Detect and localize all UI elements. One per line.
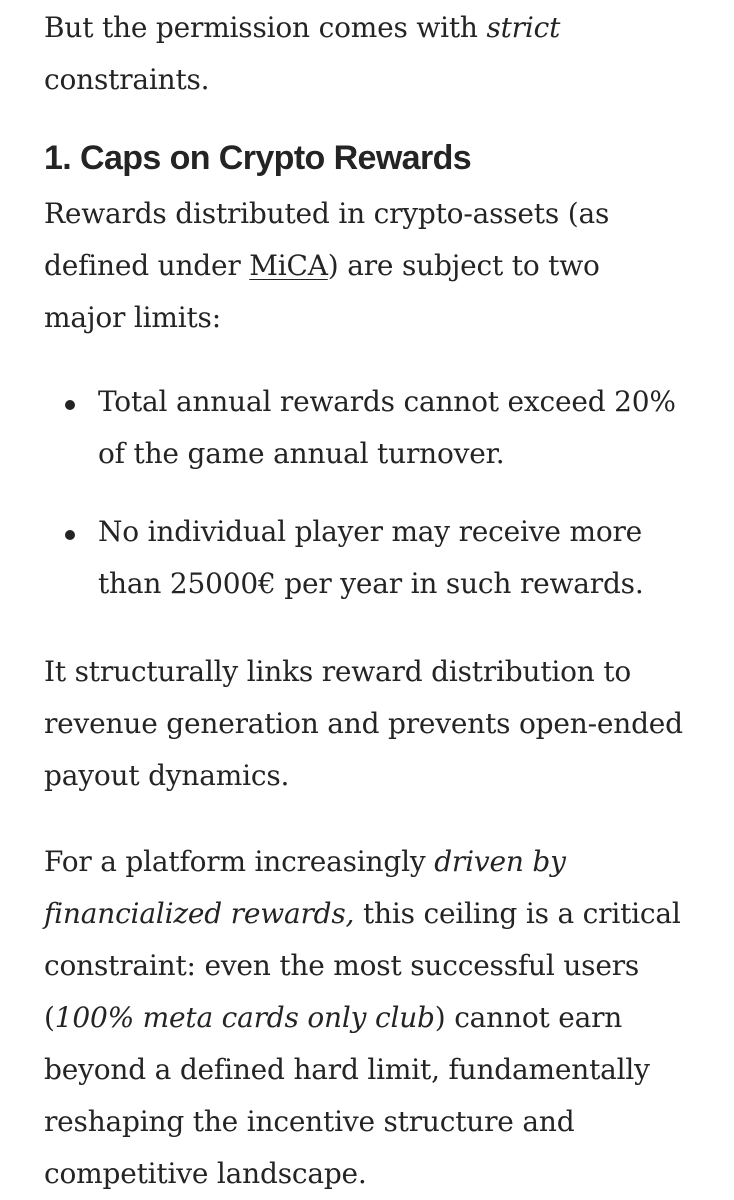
mica-link[interactable]: MiCA [249, 249, 328, 282]
bullet-icon [65, 400, 75, 410]
platform-paragraph [44, 836, 704, 1200]
intro-text-before: But the permission comes with [44, 11, 487, 44]
intro-text-after: constraints. [44, 63, 210, 96]
section-heading: 1. Caps on Crypto Rewards [44, 139, 472, 177]
list-item-text: No individual player may receive more than 25000€ per year in such rewards. [98, 515, 644, 600]
rewards-text-after: ) are subject to two major limits: [44, 249, 600, 334]
platform-emphasis: driven by financialized rewards, [44, 845, 566, 930]
platform-text-before: For a platform increasingly [44, 845, 435, 878]
bullet-icon [65, 530, 75, 540]
list-item-text: Total annual rewards cannot exceed 20% of the game annual turnover. [98, 385, 676, 470]
list-item [44, 376, 704, 480]
rewards-paragraph [44, 188, 684, 344]
intro-paragraph [44, 2, 644, 106]
limits-list [44, 376, 704, 610]
links-paragraph: It structurally links reward distribution to revenue generation and prevents open-ended payout dynamics. [44, 655, 683, 792]
platform-emphasis-club: 100% meta cards only club [54, 1001, 435, 1034]
intro-emphasis: strict [486, 11, 561, 44]
rewards-text-before: Rewards distributed in crypto-assets (as defined under [44, 197, 610, 282]
platform-text-middle: this ceiling is a critical constraint: even the most successful users ( [44, 897, 681, 1034]
list-item [44, 506, 704, 610]
platform-text-after: ) cannot earn beyond a defined hard limit, fundamentally reshaping the incentive structure and competitive landscape. [44, 1001, 650, 1190]
